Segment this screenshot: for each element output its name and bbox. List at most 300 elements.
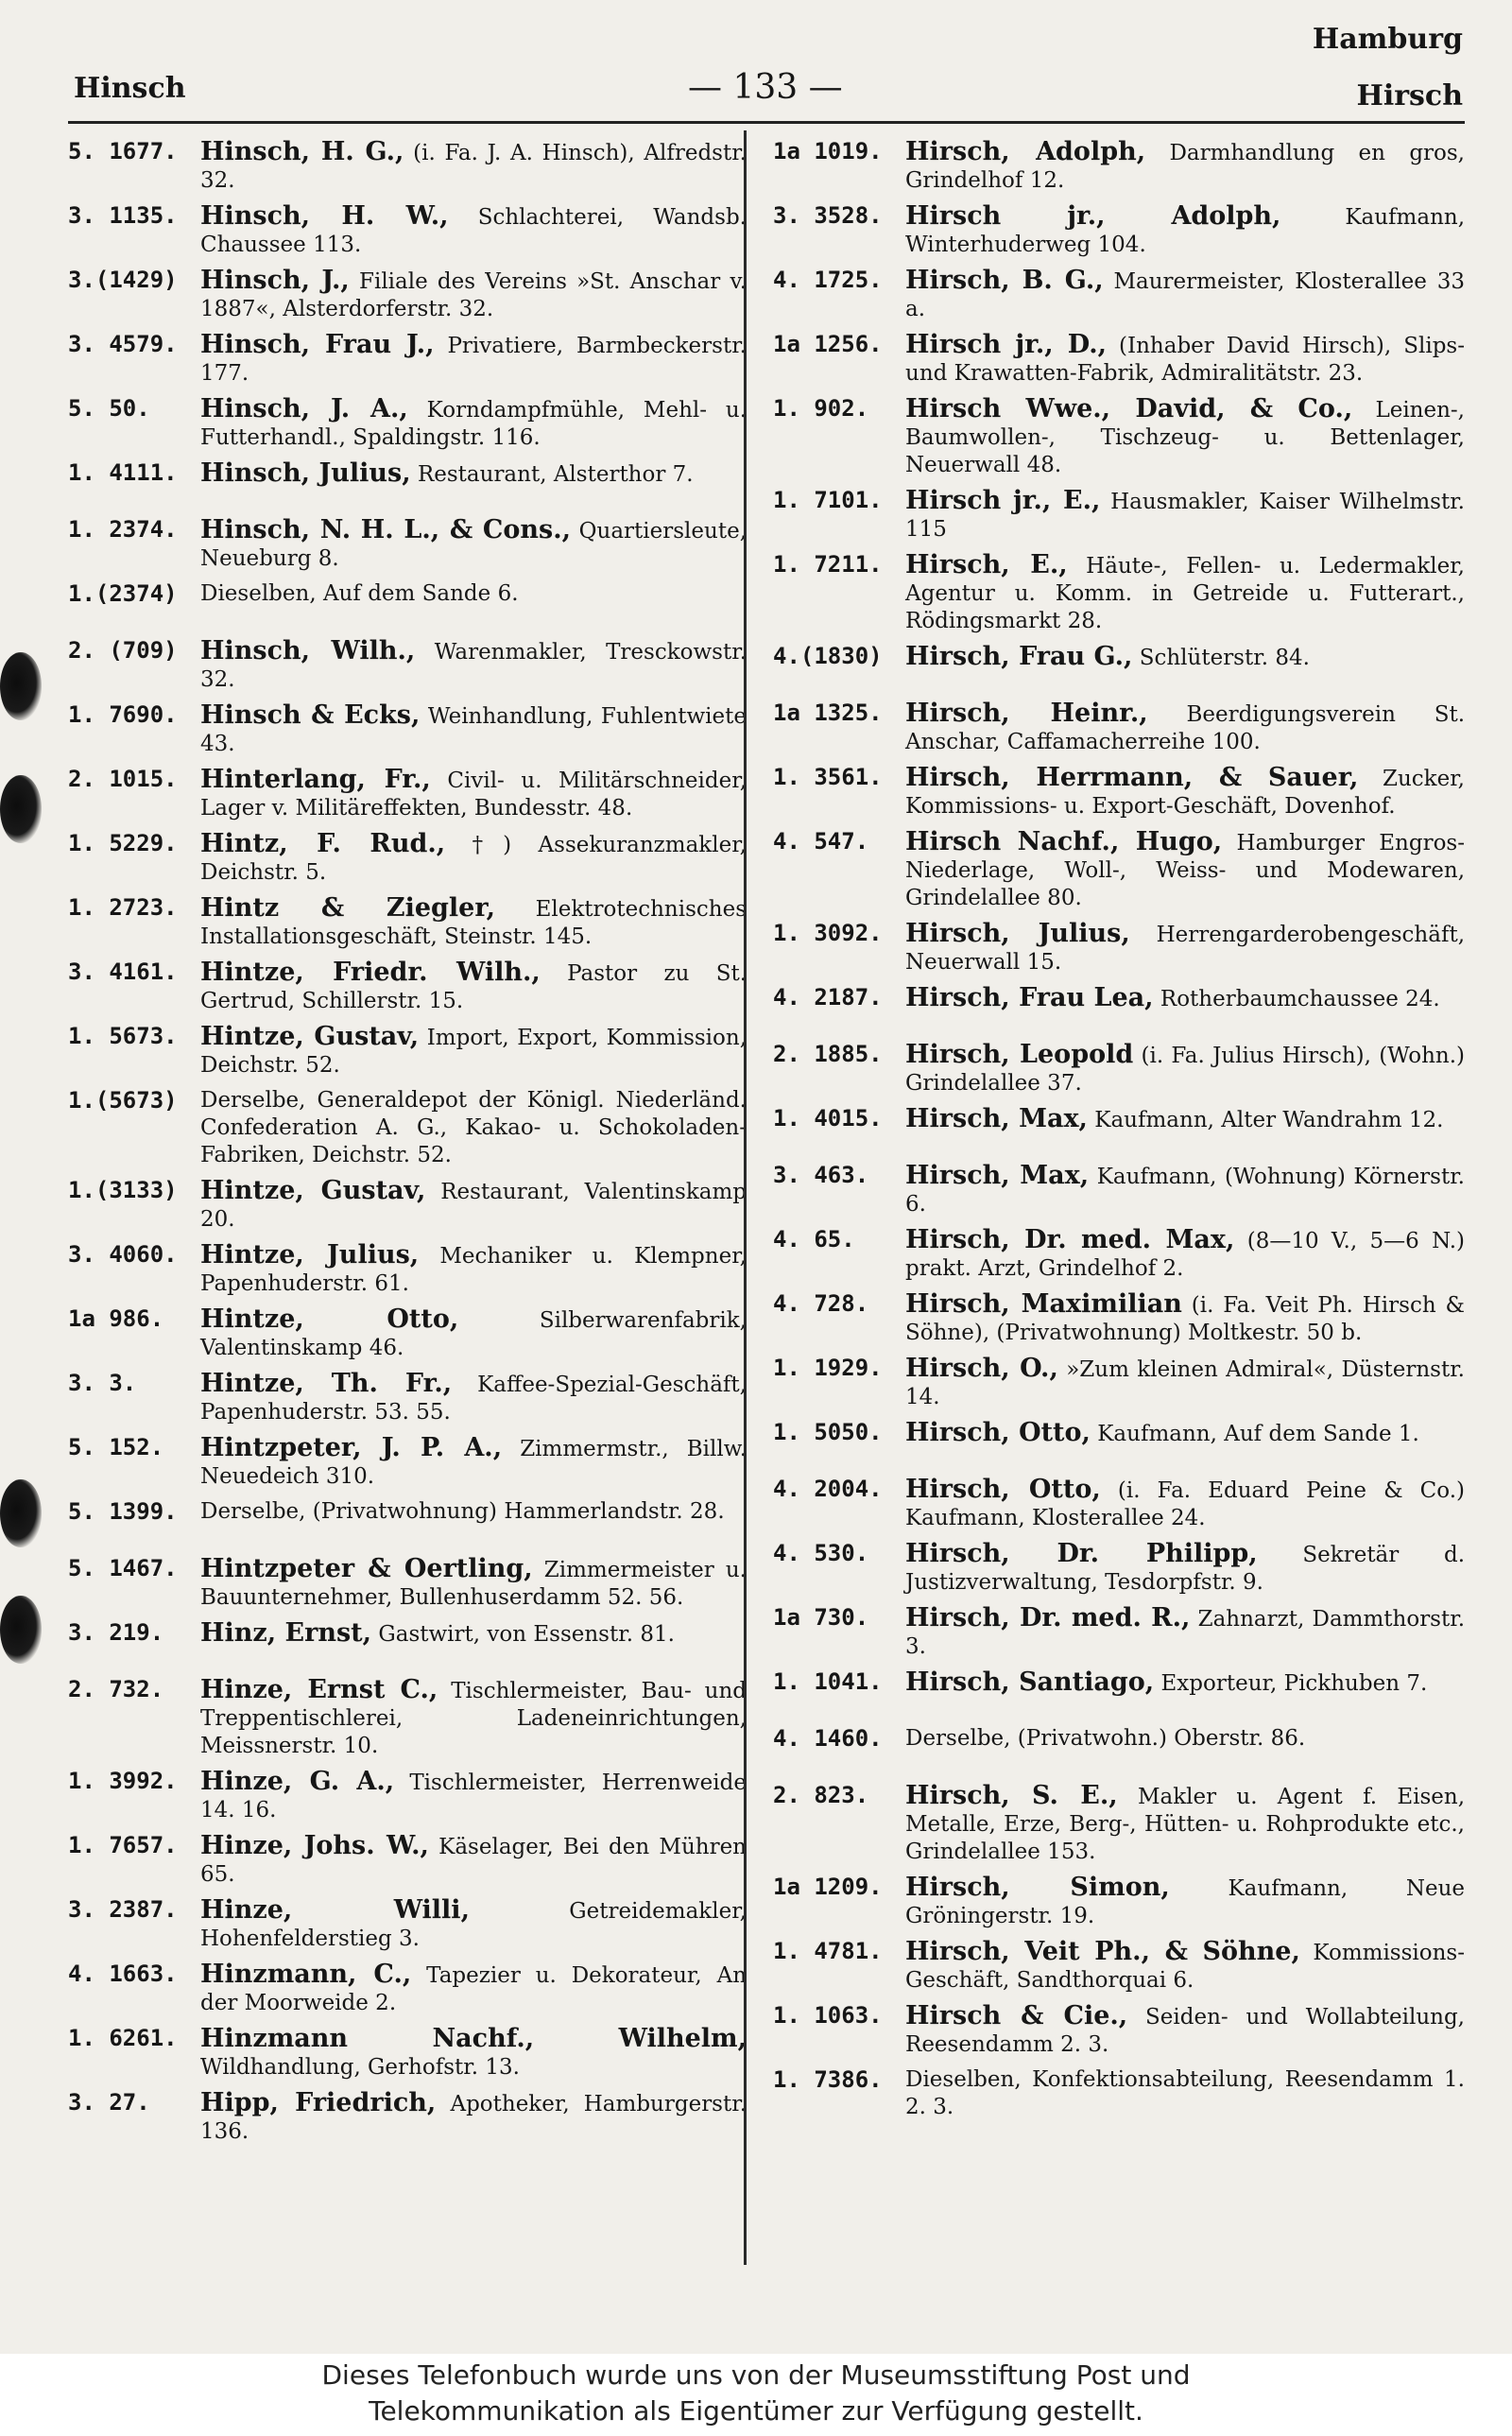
entry-text — [200, 636, 747, 692]
subscriber-name: Hinsch & Ecks, — [200, 700, 421, 730]
subscriber-details: Tischlermeister, Herrenweide 14. 16. — [200, 1771, 747, 1823]
phone-number: 1a 986. — [68, 1305, 164, 1332]
phone-number: 5. 152. — [68, 1434, 164, 1460]
subscriber-details: Warenmakler, Tresckowstr. 32. — [200, 640, 747, 692]
phone-number: 4. 530. — [773, 1540, 869, 1566]
subscriber-name: Hirsch, Maximilian — [905, 1289, 1182, 1319]
subscriber-name: Hirsch, Max, — [905, 1161, 1090, 1190]
entry-text — [200, 1895, 747, 1951]
directory-entry — [773, 487, 1465, 544]
subscriber-details: Getreidemakler, Hohenfelderstieg 3. — [200, 1899, 747, 1951]
subscriber-name: Hinzmann, C., — [200, 1960, 412, 1989]
subscriber-name: Hirsch, Dr. med. Max, — [905, 1225, 1235, 1254]
subscriber-name: Hinze, Johs. W., — [200, 1831, 429, 1860]
phone-number: 1. 1063. — [773, 2002, 883, 2029]
directory-entry — [773, 1938, 1465, 1995]
footer-line-1: Dieses Telefonbuch wurde uns von der Museumsstiftung Post und — [321, 2359, 1191, 2391]
subscriber-details: Schlachterei, Wandsb. Chaussee 113. — [200, 205, 747, 257]
subscriber-details: Tischlermeister, Bau- und Treppentischlerei, Ladeneinrichtungen, Meissnerstr. 10. — [200, 1679, 747, 1758]
subscriber-name: Hinterlang, Fr., — [200, 765, 431, 794]
subscriber-name: Hirsch, Frau Lea, — [905, 983, 1154, 1012]
subscriber-details: Restaurant, Valentinskamp 20. — [200, 1180, 747, 1232]
entry-text — [200, 201, 747, 257]
city-heading: Hamburg — [1312, 23, 1463, 56]
subscriber-name: Hirsch, E., — [905, 550, 1068, 579]
subscriber-name: Hirsch, S. E., — [905, 1781, 1118, 1810]
entry-text — [200, 1088, 747, 1167]
entry-text — [905, 1937, 1465, 1993]
entry-text — [200, 1675, 747, 1758]
subscriber-details: Silberwarenfabrik, Valentinskamp 46. — [200, 1308, 747, 1360]
entry-text — [905, 2001, 1465, 2057]
phone-number: 1. 7386. — [773, 2066, 883, 2093]
subscriber-details: Privatiere, Barmbeckerstr. 177. — [200, 334, 747, 386]
subscriber-name: Hirsch, Frau G., — [905, 642, 1133, 671]
directory-entry — [773, 395, 1465, 479]
subscriber-details: Hamburger Engros-Niederlage, Woll-, Weiss- und Modewaren, Grindelallee 80. — [905, 831, 1465, 910]
subscriber-details: (i. Fa. J. A. Hinsch), Alfredstr. 32. — [200, 141, 747, 193]
entry-text — [905, 1781, 1466, 1864]
directory-entry — [68, 701, 747, 758]
entry-text — [905, 1539, 1466, 1595]
directory-entry — [773, 1226, 1465, 1283]
subscriber-details: (i. Fa. Veit Ph. Hirsch & Söhne), (Privatwohnung) Moltkestr. 50 b. — [905, 1293, 1466, 1345]
directory-entry — [68, 580, 747, 630]
subscriber-name: Hirsch, Otto, — [905, 1475, 1101, 1504]
subscriber-details: Dieselben, Auf dem Sande 6. — [200, 581, 519, 606]
subscriber-details: Apotheker, Hamburgerstr. 136. — [200, 2092, 747, 2144]
subscriber-name: Hirsch jr., E., — [905, 486, 1101, 515]
entry-text — [905, 1289, 1466, 1345]
subscriber-details: Import, Export, Kommission, Deichstr. 52. — [200, 1026, 747, 1078]
subscriber-name: Hinsch, J. A., — [200, 394, 408, 423]
punch-hole-mark — [0, 652, 42, 720]
phone-number: 1. 2723. — [68, 894, 178, 921]
footer-note — [0, 2354, 1512, 2436]
subscriber-details: Derselbe, (Privatwohnung) Hammerlandstr. 28. — [200, 1499, 725, 1524]
entry-text — [200, 330, 747, 386]
subscriber-details: Beerdigungsverein St. Anschar, Caffamacherreihe 100. — [905, 702, 1466, 754]
phone-number: 2. 1015. — [68, 766, 178, 792]
subscriber-name: Hintzpeter & Oertling, — [200, 1554, 533, 1583]
directory-entry — [68, 1555, 747, 1612]
directory-entry — [773, 2066, 1465, 2121]
directory-entry — [68, 894, 747, 951]
phone-number: 1a 1325. — [773, 700, 883, 726]
entry-text — [200, 515, 747, 571]
phone-number: 5. 50. — [68, 395, 150, 422]
phone-number: 1. 7657. — [68, 1832, 178, 1858]
subscriber-details: Dieselben, Konfektionsabteilung, Reesendamm 1. 2. 3. — [905, 2067, 1465, 2119]
subscriber-details: Zimmermeister u. Bauunternehmer, Bullenhuserdamm 52. 56. — [200, 1558, 747, 1610]
subscriber-name: Hinze, Ernst C., — [200, 1675, 438, 1704]
phone-number: 4. 547. — [773, 828, 869, 855]
subscriber-name: Hirsch Nachf., Hugo, — [905, 827, 1223, 856]
subscriber-details: Makler u. Agent f. Eisen, Metalle, Erze, Berg-, Hütten- u. Rohprodukte etc., Grindelallee 153. — [905, 1785, 1466, 1864]
directory-entry — [68, 138, 747, 195]
subscriber-name: Hinze, G. A., — [200, 1767, 395, 1796]
directory-entry — [773, 1476, 1465, 1532]
right-running-head: Hirsch — [1356, 79, 1463, 112]
subscriber-details: Weinhandlung, Fuhlentwiete 43. — [200, 704, 747, 756]
phone-number: 1. 7690. — [68, 701, 178, 728]
phone-number: 1a 1019. — [773, 138, 883, 164]
phone-number: 1. 4015. — [773, 1105, 883, 1132]
subscriber-details: Zahnarzt, Dammthorstr. 3. — [905, 1607, 1466, 1659]
entry-text — [905, 394, 1465, 477]
entry-text — [200, 1831, 747, 1887]
phone-number: 1. 3092. — [773, 920, 883, 946]
directory-entry — [773, 2002, 1465, 2059]
directory-entry — [773, 1162, 1465, 1218]
directory-entry — [68, 1498, 747, 1547]
punch-hole-mark — [0, 1596, 42, 1664]
phone-number: 4. 65. — [773, 1226, 855, 1253]
directory-entry — [68, 267, 747, 323]
header-rule — [68, 121, 1465, 124]
subscriber-details: Kaufmann, (Wohnung) Körnerstr. 6. — [905, 1165, 1465, 1217]
entry-text — [200, 1304, 747, 1360]
directory-entry — [68, 516, 747, 573]
subscriber-details: †) Assekuranzmakler, Deichstr. 5. — [200, 833, 747, 885]
subscriber-details: Hausmakler, Kaiser Wilhelmstr. 115 — [905, 490, 1465, 542]
phone-number: 2. 823. — [773, 1782, 869, 1808]
subscriber-name: Hinsch, Wilh., — [200, 636, 416, 665]
directory-entry — [68, 1305, 747, 1362]
subscriber-details: Seiden- und Wollabteilung, Reesendamm 2. 3. — [905, 2005, 1465, 2057]
entry-text — [200, 829, 747, 885]
subscriber-name: Hirsch jr., Adolph, — [905, 201, 1281, 231]
subscriber-name: Hirsch, Dr. Philipp, — [905, 1539, 1258, 1568]
directory-entry — [773, 828, 1465, 912]
subscriber-name: Hirsch, O., — [905, 1354, 1058, 1383]
directory-entry — [68, 1177, 747, 1234]
subscriber-details: Sekretär d. Justizverwaltung, Tesdorpfstr. 9. — [905, 1543, 1466, 1595]
entry-text — [905, 1104, 1444, 1133]
subscriber-name: Hinz, Ernst, — [200, 1618, 372, 1648]
subscriber-details: Kaufmann, Auf dem Sande 1. — [1097, 1422, 1419, 1446]
phone-number: 3. 4060. — [68, 1241, 178, 1268]
phone-number: 5. 1399. — [68, 1498, 178, 1525]
subscriber-details: Maurermeister, Klosterallee 33 a. — [905, 269, 1465, 321]
subscriber-details: Exporteur, Pickhuben 7. — [1160, 1671, 1428, 1696]
phone-number: 4. 728. — [773, 1290, 869, 1317]
phone-number: 3. 3. — [68, 1370, 137, 1396]
phone-number: 3.(1429) — [68, 267, 178, 293]
directory-entry — [68, 1896, 747, 1953]
directory-entry — [773, 267, 1465, 323]
entry-text — [200, 1433, 747, 1489]
subscriber-name: Hirsch, Julius, — [905, 919, 1130, 948]
phone-number: 1. 3561. — [773, 764, 883, 790]
directory-entry — [68, 830, 747, 887]
subscriber-details: Mechaniker u. Klempner, Papenhuderstr. 61. — [200, 1244, 747, 1296]
phone-number: 3. 2387. — [68, 1896, 178, 1923]
subscriber-name: Hinsch, Julius, — [200, 458, 411, 488]
subscriber-details: (8—10 V., 5—6 N.) prakt. Arzt, Grindelhof 2. — [905, 1229, 1466, 1281]
subscriber-details: Korndampfmühle, Mehl- u. Futterhandl., Spaldingstr. 116. — [200, 398, 747, 450]
page-number: — 133 — — [688, 68, 843, 107]
subscriber-name: Hirsch, Santiago, — [905, 1667, 1155, 1697]
left-column — [68, 138, 747, 2153]
directory-entry — [773, 1105, 1465, 1154]
phone-number: 2. 1885. — [773, 1041, 883, 1067]
directory-entry — [68, 1370, 747, 1426]
subscriber-name: Hirsch, B. G., — [905, 266, 1104, 295]
entry-text — [200, 2088, 747, 2144]
subscriber-name: Hinsch, H. G., — [200, 137, 404, 166]
directory-entry — [773, 1355, 1465, 1411]
subscriber-name: Hintze, Gustav, — [200, 1176, 426, 1205]
subscriber-details: Civil- u. Militärschneider, Lager v. Militäreffekten, Bundesstr. 48. — [200, 769, 747, 821]
subscriber-name: Hintze, Otto, — [200, 1304, 459, 1334]
phone-number: 1a 730. — [773, 1604, 869, 1631]
entry-text — [905, 1726, 1305, 1751]
subscriber-details: Quartiersleute, Neueburg 8. — [200, 519, 747, 571]
entry-text — [200, 958, 747, 1013]
subscriber-details: Derselbe, Generaldepot der Königl. Niederländ. Confederation A. G., Kakao- u. Schokoladen-Fabriken, Deichstr. 52. — [200, 1088, 747, 1167]
entry-text — [905, 550, 1465, 633]
subscriber-name: Hirsch, Herrmann, & Sauer, — [905, 763, 1359, 792]
subscriber-name: Hinsch, H. W., — [200, 201, 449, 231]
subscriber-name: Hintz & Ziegler, — [200, 893, 496, 923]
subscriber-details: Gastwirt, von Essenstr. 81. — [378, 1622, 675, 1647]
phone-number: 4. 1460. — [773, 1725, 883, 1752]
subscriber-name: Hipp, Friedrich, — [200, 2088, 437, 2117]
directory-entry — [773, 700, 1465, 756]
directory-entry — [773, 1782, 1465, 1866]
entry-text — [200, 893, 747, 949]
subscriber-details: Kaufmann, Alter Wandrahm 12. — [1094, 1108, 1444, 1132]
footer-line-2: Telekommunikation als Eigentümer zur Verfügung gestellt. — [369, 2395, 1143, 2427]
subscriber-name: Hirsch, Simon, — [905, 1873, 1170, 1902]
subscriber-name: Hinsch, J., — [200, 266, 350, 295]
subscriber-name: Hirsch, Leopold — [905, 1040, 1134, 1069]
subscriber-details: Häute-, Fellen- u. Ledermakler, Agentur u. Komm. in Getreide u. Futterart., Rödingsmarkt 28. — [905, 554, 1465, 633]
entry-text — [200, 700, 747, 756]
subscriber-details: Darmhandlung en gros, Grindelhof 12. — [905, 141, 1465, 193]
directory-entry — [773, 920, 1465, 976]
phone-number: 1. 7211. — [773, 551, 883, 578]
subscriber-name: Hirsch, Dr. med. R., — [905, 1603, 1191, 1633]
phone-number: 1.(2374) — [68, 580, 178, 607]
subscriber-name: Hinsch, N. H. L., & Cons., — [200, 515, 572, 544]
phone-number: 4. 2187. — [773, 984, 883, 1011]
directory-entry — [68, 1023, 747, 1080]
phone-number: 1. 5050. — [773, 1419, 883, 1445]
phone-number: 1. 7101. — [773, 487, 883, 513]
directory-entry — [68, 1768, 747, 1824]
phone-number: 1. 1929. — [773, 1355, 883, 1381]
entry-text — [200, 137, 747, 193]
right-column — [773, 138, 1465, 2129]
entry-text — [200, 765, 747, 821]
phone-number: 1a 1209. — [773, 1874, 883, 1900]
phone-number: 4. 2004. — [773, 1476, 883, 1502]
left-running-head: Hinsch — [74, 72, 186, 105]
directory-entry — [68, 1676, 747, 1760]
subscriber-name: Hirsch Wwe., David, & Co., — [905, 394, 1353, 423]
phone-number: 4.(1830) — [773, 643, 883, 669]
directory-entry — [68, 766, 747, 822]
entry-text — [905, 486, 1465, 542]
phone-number: 1. 2374. — [68, 516, 178, 543]
phone-number: 3. 463. — [773, 1162, 869, 1188]
phone-number: 1.(3133) — [68, 1177, 178, 1203]
entry-text — [905, 1603, 1466, 1659]
phone-number: 4. 1663. — [68, 1961, 178, 1987]
directory-entry — [773, 551, 1465, 635]
subscriber-name: Hirsch, Otto, — [905, 1418, 1091, 1447]
subscriber-details: Rotherbaumchaussee 24. — [1160, 987, 1440, 1011]
subscriber-details: Derselbe, (Privatwohn.) Oberstr. 86. — [905, 1726, 1306, 1751]
entry-text — [200, 1554, 747, 1610]
subscriber-name: Hintz, F. Rud., — [200, 829, 446, 858]
phone-number: 2. (709) — [68, 637, 178, 664]
directory-entry — [773, 1874, 1465, 1930]
directory-entry — [68, 2025, 747, 2082]
entry-text — [905, 201, 1466, 257]
entry-text — [200, 1960, 747, 2015]
directory-entry — [773, 202, 1465, 259]
entry-text — [905, 699, 1466, 754]
subscriber-details: Wildhandlung, Gerhofstr. 13. — [200, 2055, 520, 2080]
entry-text — [200, 1618, 675, 1648]
directory-entry — [68, 1434, 747, 1491]
subscriber-details: Kaffee-Spezial-Geschäft, Papenhuderstr. 53. 55. — [200, 1373, 747, 1425]
entry-text — [200, 458, 694, 488]
subscriber-name: Hirsch & Cie., — [905, 2001, 1128, 2030]
phone-number: 3. 219. — [68, 1619, 164, 1646]
entry-text — [200, 266, 747, 321]
entry-text — [905, 1161, 1465, 1217]
phone-number: 3. 1135. — [68, 202, 178, 229]
directory-entry — [68, 1241, 747, 1298]
directory-entry — [68, 395, 747, 452]
subscriber-details: Elektrotechnisches Installationsgeschäft, Steinstr. 145. — [200, 897, 747, 949]
directory-entry — [68, 959, 747, 1015]
subscriber-name: Hintze, Julius, — [200, 1240, 420, 1270]
directory-entry — [68, 331, 747, 388]
column-divider — [744, 130, 747, 2265]
subscriber-details: Kaufmann, Neue Gröningerstr. 19. — [905, 1876, 1466, 1928]
directory-entry — [773, 1540, 1465, 1597]
entry-text — [905, 137, 1465, 193]
directory-entry — [773, 138, 1465, 195]
subscriber-details: Leinen-, Baumwollen-, Tischzeug- u. Bettenlager, Neuerwall 48. — [905, 398, 1465, 477]
entry-text — [905, 330, 1465, 386]
directory-entry — [68, 1961, 747, 2017]
directory-entry — [68, 1619, 747, 1668]
subscriber-details: Restaurant, Alsterthor 7. — [417, 462, 694, 487]
entry-text — [905, 1475, 1466, 1530]
entry-text — [200, 394, 747, 450]
subscriber-details: Schlüterstr. 84. — [1139, 646, 1310, 670]
subscriber-details: Herrengarderobengeschäft, Neuerwall 15. — [905, 923, 1466, 975]
subscriber-details: (i. Fa. Julius Hirsch), (Wohn.) Grindelallee 37. — [905, 1044, 1465, 1096]
phone-number: 1. 3992. — [68, 1768, 178, 1794]
phone-number: 4. 1725. — [773, 267, 883, 293]
subscriber-details: Zimmermstr., Billw. Neuedeich 310. — [200, 1437, 747, 1489]
directory-entry — [68, 459, 747, 509]
entry-text — [200, 1767, 747, 1823]
subscriber-name: Hintze, Th. Fr., — [200, 1369, 453, 1398]
entry-text — [905, 1040, 1465, 1096]
directory-entry — [68, 202, 747, 259]
subscriber-name: Hintze, Friedr. Wilh., — [200, 958, 541, 987]
phone-number: 1. 4111. — [68, 459, 178, 486]
phone-number: 3. 4579. — [68, 331, 178, 357]
subscriber-name: Hirsch, Adolph, — [905, 137, 1146, 166]
entry-text — [905, 1667, 1428, 1697]
subscriber-details: (i. Fa. Eduard Peine & Co.) Kaufmann, Klosterallee 24. — [905, 1478, 1466, 1530]
subscriber-name: Hintze, Gustav, — [200, 1022, 420, 1051]
subscriber-details: Käselager, Bei den Mühren 65. — [200, 1835, 747, 1887]
directory-entry — [773, 1604, 1465, 1661]
directory-entry — [773, 1668, 1465, 1718]
entry-text — [905, 1225, 1466, 1281]
entry-text — [905, 266, 1465, 321]
subscriber-details: Kommissions-Geschäft, Sandthorquai 6. — [905, 1941, 1465, 1993]
subscriber-details: (Inhaber David Hirsch), Slips- und Krawatten-Fabrik, Admiralitätstr. 23. — [905, 334, 1465, 386]
directory-entry — [68, 1832, 747, 1889]
subscriber-details: Filiale des Vereins »St. Anschar v. 1887«, Alsterdorferstr. 32. — [200, 269, 747, 321]
phone-number: 3. 27. — [68, 2089, 150, 2116]
directory-entry — [68, 637, 747, 694]
directory-entry — [773, 331, 1465, 388]
subscriber-name: Hintzpeter, J. P. A., — [200, 1433, 503, 1462]
phone-number: 1. 5229. — [68, 830, 178, 856]
phone-number: 1a 1256. — [773, 331, 883, 357]
entry-text — [200, 2024, 747, 2080]
phone-number: 1. 1041. — [773, 1668, 883, 1695]
phone-number: 3. 4161. — [68, 959, 178, 985]
subscriber-name: Hirsch, Heinr., — [905, 699, 1148, 728]
directory-entry — [773, 1041, 1465, 1097]
directory-entry — [773, 764, 1465, 821]
entry-text — [905, 1418, 1419, 1447]
phone-number: 5. 1677. — [68, 138, 178, 164]
directory-entry — [773, 1725, 1465, 1774]
entry-text — [200, 1240, 747, 1296]
entry-text — [200, 1022, 747, 1078]
phone-number: 1. 6261. — [68, 2025, 178, 2051]
subscriber-name: Hirsch jr., D., — [905, 330, 1108, 359]
subscriber-name: Hirsch, Veit Ph., & Söhne, — [905, 1937, 1300, 1966]
phone-number: 1. 5673. — [68, 1023, 178, 1049]
subscriber-details: Zucker, Kommissions- u. Export-Geschäft, Dovenhof. — [905, 767, 1465, 819]
subscriber-details: Pastor zu St. Gertrud, Schillerstr. 15. — [200, 961, 747, 1013]
entry-text — [200, 1499, 725, 1524]
phone-number: 5. 1467. — [68, 1555, 178, 1581]
entry-text — [905, 1873, 1466, 1928]
entry-text — [905, 919, 1466, 975]
directory-entry — [68, 2089, 747, 2146]
subscriber-name: Hinsch, Frau J., — [200, 330, 435, 359]
directory-entry — [773, 643, 1465, 692]
entry-text — [200, 581, 519, 606]
entry-text — [905, 642, 1310, 671]
subscriber-name: Hinzmann Nachf., Wilhelm, — [200, 2024, 747, 2053]
phone-number: 1. 902. — [773, 395, 869, 422]
directory-entry — [773, 1290, 1465, 1347]
entry-text — [905, 1354, 1465, 1409]
directory-entry — [773, 984, 1465, 1033]
entry-text — [905, 983, 1440, 1012]
entry-text — [200, 1176, 747, 1232]
subscriber-details: »Zum kleinen Admiral«, Düsternstr. 14. — [905, 1357, 1465, 1409]
phone-number: 2. 732. — [68, 1676, 164, 1702]
